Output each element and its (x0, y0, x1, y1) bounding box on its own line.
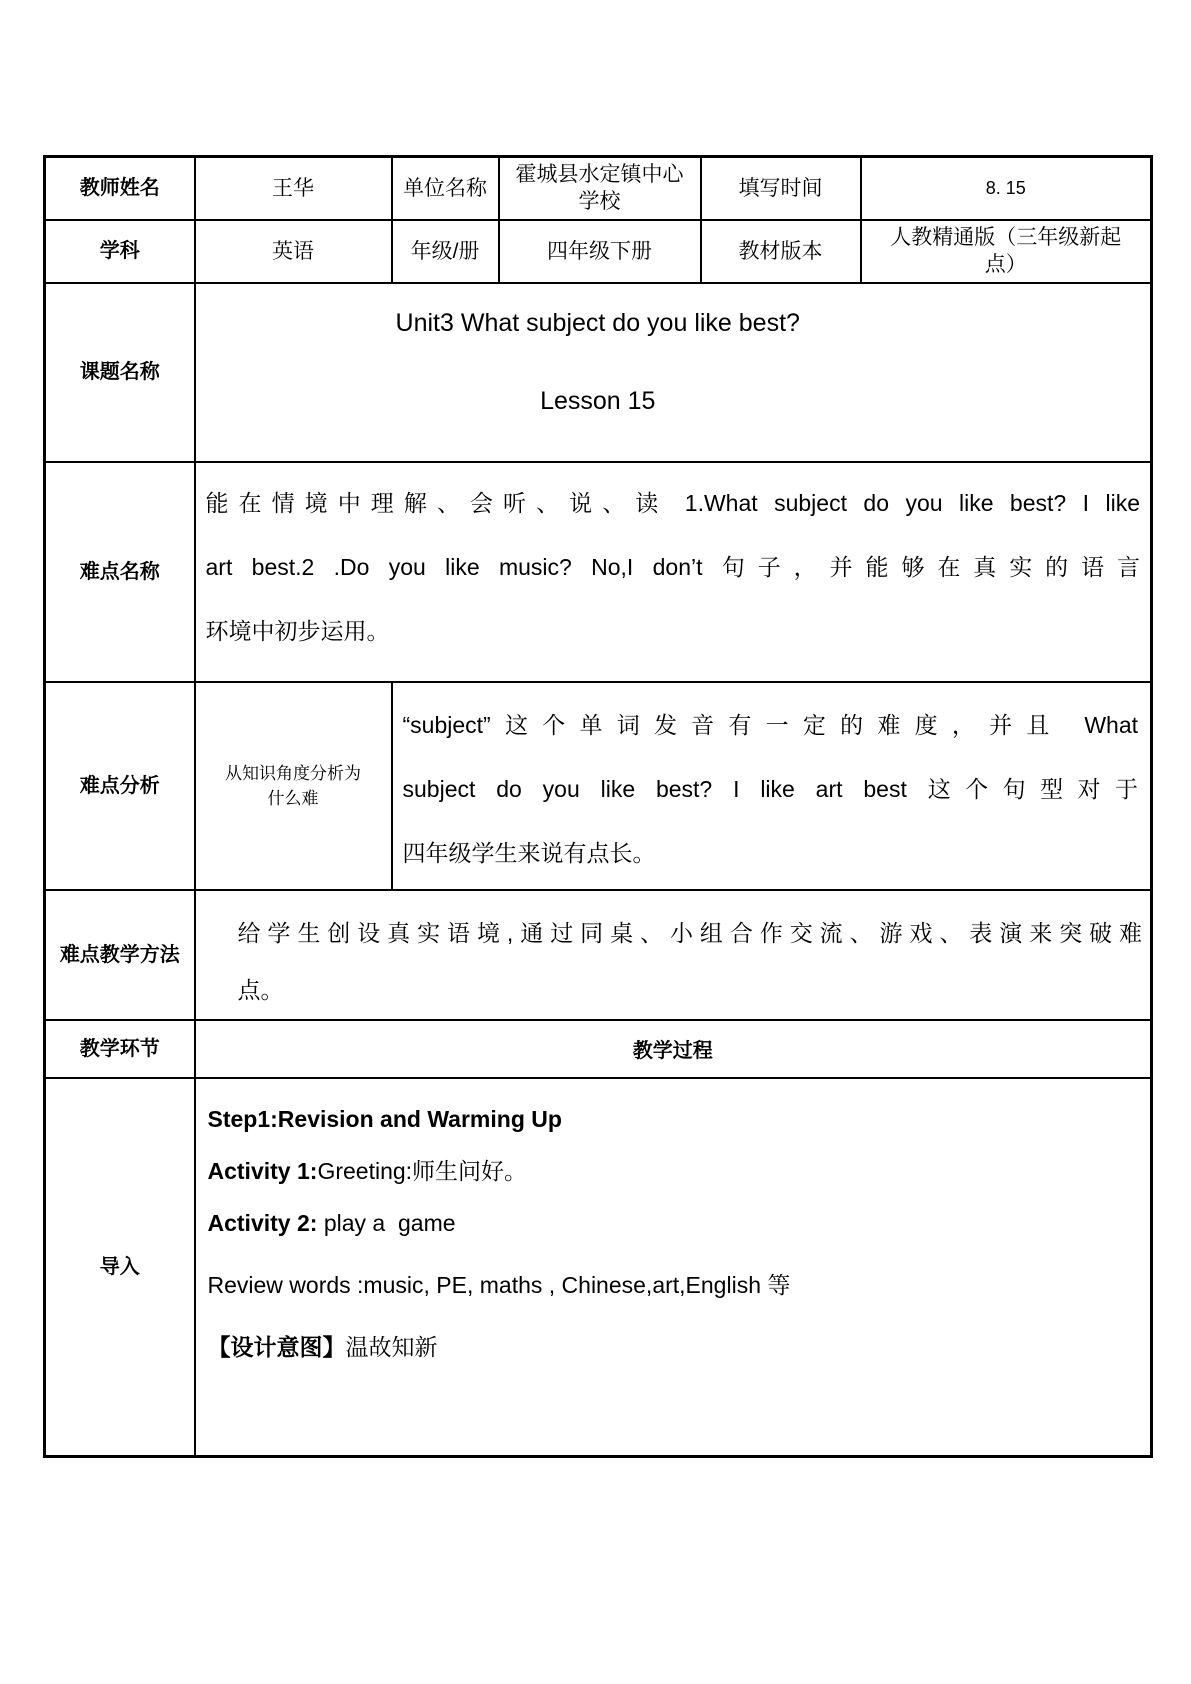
edition-value-cell: 人教精通版（三年级新起点） (861, 220, 1152, 283)
activity2-label: Activity 2: (207, 1209, 318, 1236)
table-row-difficulty-analysis (45, 682, 1152, 890)
intro-step-title (208, 1093, 1139, 1145)
topic-label-cell: 课题名称 (45, 283, 195, 462)
subject-label-cell: 学科 (45, 220, 195, 283)
table-row-subject (45, 220, 1152, 283)
table-row-process-header (45, 1020, 1152, 1078)
difficulty-name-line: 能在情境中理解、会听、说、读 1.What subject do you like best? I like (205, 489, 1140, 516)
difficulty-name-line: 环境中初步运用。 (205, 617, 390, 644)
review-words-text: Review words :music, PE, maths , Chinese,art,English 等 (207, 1271, 791, 1298)
design-intent-label: 【设计意图】 (207, 1333, 346, 1360)
difficulty-analysis-line: “subject”这个单词发音有一定的难度，并且 What (402, 711, 1138, 738)
difficulty-name-line: art best.2 .Do you like music? No,I don’t 句子，并能够在真实的语言 (205, 553, 1140, 580)
process-title-cell: 教学过程 (195, 1020, 1152, 1078)
intro-review-words (208, 1259, 1139, 1311)
difficulty-method-content-cell (195, 890, 1152, 1020)
topic-title-line: Unit3 What subject do you like best? (395, 308, 800, 337)
topic-content-cell (195, 283, 1152, 462)
table-row-teacher (45, 157, 1152, 220)
difficulty-analysis-content-cell (392, 682, 1152, 890)
process-step-label-cell: 教学环节 (45, 1020, 195, 1078)
difficulty-name-content-cell (195, 462, 1152, 682)
intro-activity2 (208, 1197, 1139, 1249)
difficulty-method-line: 给学生创设真实语境,通过同桌、小组合作交流、游戏、表演来突破难 (237, 919, 1142, 946)
topic-lesson-line: Lesson 15 (540, 386, 656, 415)
table-row-difficulty-name (45, 462, 1152, 682)
activity2-text: play a game (317, 1209, 456, 1236)
fill-date-value-cell: 8. 15 (861, 157, 1152, 220)
org-value-cell: 霍城县水定镇中心学校 (499, 157, 701, 220)
difficulty-method-line: 点。 (237, 976, 284, 1003)
design-intent-text: 温故知新 (345, 1333, 438, 1360)
difficulty-method-label-cell: 难点教学方法 (45, 890, 195, 1020)
difficulty-analysis-label-cell: 难点分析 (45, 682, 195, 890)
difficulty-name-label-cell: 难点名称 (45, 462, 195, 682)
intro-label-cell: 导入 (45, 1078, 195, 1457)
fill-date-label-cell: 填写时间 (701, 157, 861, 220)
analysis-aspect-cell: 从知识角度分析为什么难 (195, 682, 392, 890)
lesson-plan-table (43, 155, 1153, 1458)
grade-value-cell: 四年级下册 (499, 220, 701, 283)
teacher-name-label-cell: 教师姓名 (45, 157, 195, 220)
intro-activity1 (208, 1145, 1139, 1197)
intro-design-intent (208, 1321, 1139, 1373)
org-label-cell: 单位名称 (392, 157, 499, 220)
intro-content-cell (195, 1078, 1152, 1457)
table-row-topic (45, 283, 1152, 462)
subject-value-cell: 英语 (195, 220, 392, 283)
edition-label-cell: 教材版本 (701, 220, 861, 283)
table-row-intro (45, 1078, 1152, 1457)
difficulty-analysis-line: subject do you like best? I like art best 这个句型对于 (402, 775, 1138, 802)
activity1-text: Greeting:师生问好。 (317, 1157, 528, 1184)
table-row-difficulty-method (45, 890, 1152, 1020)
teacher-name-value-cell: 王华 (195, 157, 392, 220)
grade-label-cell: 年级/册 (392, 220, 499, 283)
difficulty-analysis-line: 四年级学生来说有点长。 (402, 839, 656, 866)
activity1-label: Activity 1: (207, 1157, 318, 1184)
intro-step-title-text: Step1:Revision and Warming Up (207, 1105, 562, 1132)
